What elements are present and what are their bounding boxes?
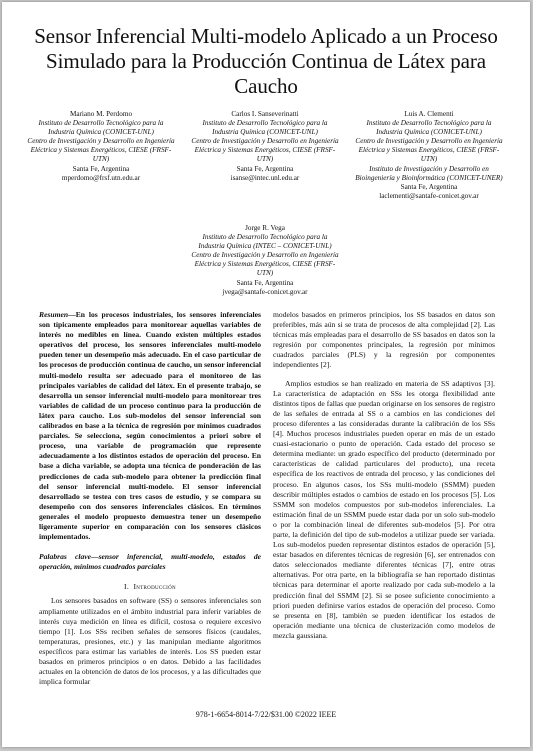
body-paragraph: modelos basados en primeros principios, los SS basados en datos son preferibles, más aún si se trata de procesos de alta complejidad [2]. Las técnicas más empleadas para el desarrollo de SS basados en datos son la regresión por componentes principales, la regresión por mínimos cuadrados parciales (PLS) y la regresión por componentes independientes [2]. — [273, 310, 495, 370]
abstract — [39, 310, 261, 542]
author-affiliation: Instituto de Investigación y Desarrollo en Bioingeniería y Bioinformática (CONICET-UNER) — [355, 164, 503, 182]
author-name: Luis A. Clementi — [404, 110, 454, 118]
abstract-text: —En los procesos industriales, los sensores inferenciales son típicamente empleados para monitorear aquellas variables de interés no medibles en línea. Cuando existen múltiples estados operativos del proceso, los sensores inferenciales multi-modelo pueden tener un desempeño más adecuado. En el caso particular de los procesos de producción continua de caucho, un sensor inferencial multi-modelo resulta ser adecuado para el monitoreo de las principales variables de calidad del látex. En el presente trabajo, se desarrolla un sensor inferencial multi-modelo para monitorear tres variables de calidad de un proceso continuo para la producción de látex para caucho. Los sub-modelos del sensor inferencial son calibrados en base a la técnica de regresión por mínimos cuadrados parciales. Se selecciona, según conocimientos a priori sobre el proceso, una variable de programación que represente adecuadamente a los distintos estados de operación del proceso. En base a dicha variable, se adopta una técnica de ponderación de las predicciones de cada sub-modelo para obtener la predicción final del sensor inferencial multi-modelo. El sensor inferencial desarrollado se testea con tres casos de estudio, y se compara su desempeño con dos sensores inferenciales clásicos. En términos generales el modelo propuesto demuestra tener un desempeño ligeramente superior en comparación con los sensores clásicos implementados. — [39, 310, 261, 542]
author-email: jvega@santafe-conicet.gov.ar — [222, 287, 308, 296]
author-block — [190, 110, 340, 183]
author-email: laclementi@santafe-conicet.gov.ar — [379, 191, 479, 200]
author-city: Santa Fe, Argentina — [236, 278, 294, 287]
author-block — [26, 110, 176, 183]
author-city: Santa Fe, Argentina — [236, 164, 294, 173]
author-affiliation: Instituto de Desarrollo Tecnológico para la Industria Química (INTEC – CONICET-UNL) — [198, 233, 332, 251]
author-affiliation: Instituto de Desarrollo Tecnológico para la Industria Química (CONICET-UNL) — [38, 119, 164, 137]
author-block — [190, 224, 340, 297]
body-paragraph: Los sensores basados en software (SS) o sensores inferenciales son ampliamente utilizados en el ámbito industrial para inferir variables de interés cuya medición en línea es difícil, costosa o requiere excesivo tiempo [1]. Los SSs reciben señales de sensores físicos (caudales, temperaturas, presiones, etc.) y las manipulan mediante algoritmos específicos para estimar las variables de interés. Los SS pueden estar basados en primeros principios o en datos. Debido a las facilidades actuales en la obtención de datos de los procesos, y a las dificultades que implica formular — [39, 596, 261, 687]
author-affiliation: Instituto de Desarrollo Tecnológico para la Industria Química (CONICET-UNL) — [366, 119, 492, 137]
left-column — [39, 310, 261, 687]
section-title: Introducción — [133, 582, 176, 592]
author-email: isanse@intec.unl.edu.ar — [230, 173, 300, 182]
author-city: Santa Fe, Argentina — [400, 182, 458, 191]
abstract-lead: Resumen — [39, 310, 69, 319]
section-number: I. — [124, 582, 130, 592]
author-affiliation: Centro de Investigación y Desarrollo en Ingeniería Eléctrica y Sistemas Energéticos, CIESE (FRSF-UTN) — [191, 137, 339, 164]
author-email: mperdomo@frsf.utn.edu.ar — [61, 173, 141, 182]
author-affiliation: Centro de Investigación y Desarrollo en Ingeniería Eléctrica y Sistemas Energéticos, CIESE (FRSF-UTN) — [27, 137, 175, 164]
right-column — [273, 310, 495, 641]
body-paragraph: Amplios estudios se han realizado en materia de SS adaptivos [3]. La característica de adaptación en SSs les otorga flexibilidad ante distintos tipos de fallas que puedan originarse en los sensores de registro de las señales de entrada al SS o a cambios en las condiciones del proceso diferentes a las consideradas durante la calibración de los SSs [4]. Muchos procesos industriales pueden operar en más de un estado cuasi-estacionario o punto de operación. Cada estado del proceso se determina mediante: un grado específico del producto (determinado por características de calidad particulares del producto), una receta específica de los reactivos de entrada del proceso, y las condiciones del proceso. En algunos casos, los SSs multi-modelo (SSMM) pueden describir múltiples estados o cambios de estado en los procesos [5]. Los SSMM son modelos compuestos por sub-modelos inferenciales. La estimación final de un SSMM puede estar dada por un solo sub-modelo o por la combinación lineal de diferentes sub-modelos [5]. Por otra parte, la definición del tipo de sub-modelos a utilizar puede ser variada. Los sub-modelos pueden representar distintos estados de operación [5], estar basados en diferentes técnicas de regresión [6], ser entrenados con datos seleccionados mediante diferentes técnicas [7], entre otras alternativas. Por otra parte, en la bibliografía se han reportado distintas técnicas para determinar el aporte realizado por cada sub-modelo a la predicción final del SSMM [2]. Si se posee suficiente conocimiento a priori pueden definirse varios estados de operación del proceso. Como se presenta en [8], también se pueden identificar los estados de operación mediante una técnica de clusterización como modelos de mezcla gaussiana. — [273, 378, 495, 640]
author-affiliation: Centro de Investigación y Desarrollo en Ingeniería Eléctrica y Sistemas Energéticos, CIESE (FRSF-UTN) — [355, 137, 503, 164]
section-heading — [39, 582, 261, 592]
paper-title: Sensor Inferencial Multi-modelo Aplicado a un Proceso Simulado para la Producción Continua de Látex para Caucho — [34, 24, 498, 98]
author-name: Mariano M. Perdomo — [69, 110, 133, 118]
author-affiliation: Centro de Investigación y Desarrollo en Ingeniería Eléctrica y Sistemas Energéticos, CIESE (FRSF-UTN) — [191, 251, 339, 278]
author-name: Jorge R. Vega — [245, 224, 285, 232]
author-affiliation: Instituto de Desarrollo Tecnológico para la Industria Química (CONICET-UNL) — [202, 119, 328, 137]
author-block — [354, 110, 504, 201]
paper-page — [2, 2, 530, 747]
author-name: Carlos I. Sanseverinatti — [231, 110, 299, 118]
author-city: Santa Fe, Argentina — [72, 164, 130, 173]
keywords: Palabras clave—sensor inferencial, multi-modelo, estados de operación, mínimos cuadrados parciales — [39, 552, 261, 572]
copyright-footer: 978-1-6654-8014-7/22/$31.00 ©2022 IEEE — [195, 710, 337, 719]
